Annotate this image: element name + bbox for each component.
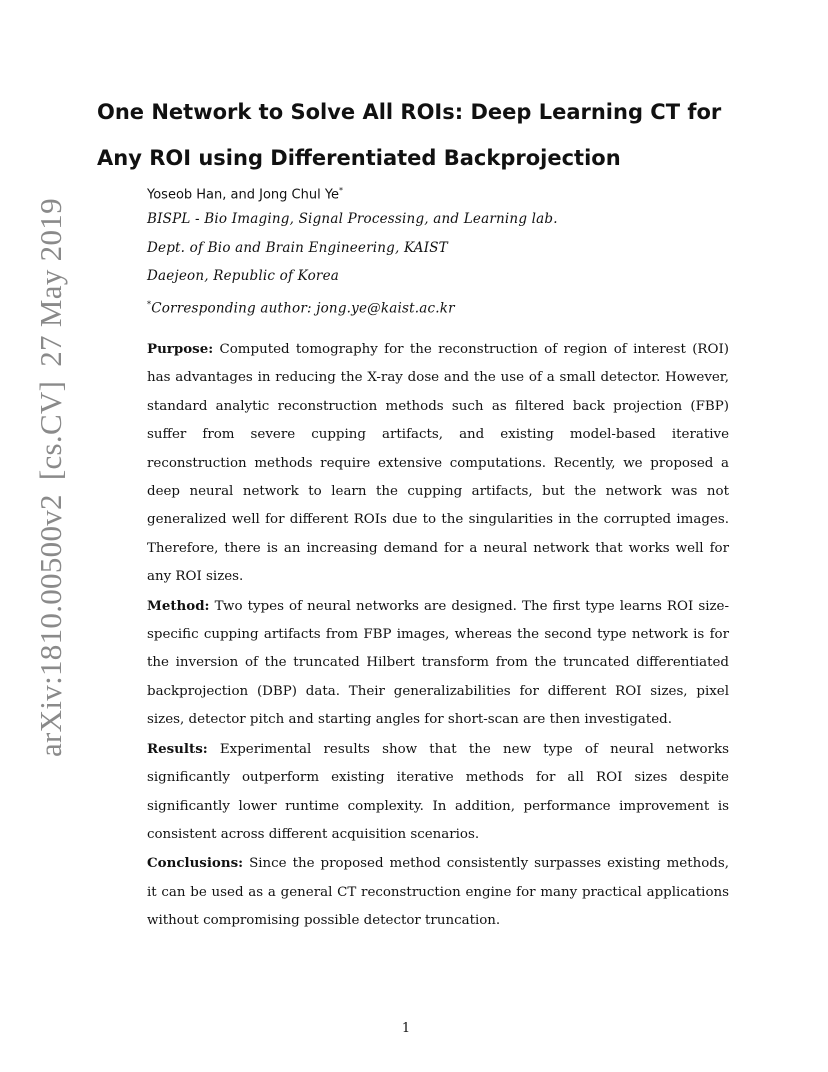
paper-title-line-1: One Network to Solve All ROIs: Deep Learning CT for <box>97 100 722 124</box>
corresponding-note-text: Corresponding author: jong.ye@kaist.ac.kr <box>151 300 455 317</box>
affiliation-location: Daejeon, Republic of Korea <box>147 268 340 284</box>
paper-title-line-2: Any ROI using Differentiated Backprojection <box>97 146 621 170</box>
abstract-method <box>147 592 729 735</box>
results-label: Results: <box>147 740 208 757</box>
conclusions-label: Conclusions: <box>147 855 244 872</box>
arxiv-date: 27 May 2019 <box>33 198 68 367</box>
paper-title <box>97 89 737 181</box>
abstract-conclusions <box>147 849 729 935</box>
corresponding-author-marker: * <box>339 186 344 195</box>
abstract-purpose <box>147 335 729 592</box>
method-label: Method: <box>147 597 210 614</box>
abstract <box>147 335 729 936</box>
corresponding-author-note <box>147 295 455 319</box>
results-text: Experimental results show that the new type of neural networks significantly outperform existing iterative methods for all ROI sizes despite significantly lower runtime complexity. In addition, performance improvement is consistent across different acquisition scenarios. <box>147 741 729 842</box>
corresponding-note-marker: * <box>147 300 152 309</box>
method-text: Two types of neural networks are designed. The first type learns ROI size-specific cupping artifacts from FBP images, whereas the second type network is for the inversion of the truncated Hilbert transform from the truncated differentiated backprojection (DBP) data. Their generalizabilities for different ROI sizes, pixel sizes, detector pitch and starting angles for short-scan are then investigated. <box>147 598 729 728</box>
author-list <box>147 181 343 205</box>
authors-text: Yoseob Han, and Jong Chul Ye <box>147 187 340 203</box>
arxiv-id: arXiv:1810.00500v2 <box>33 494 68 757</box>
purpose-label: Purpose: <box>147 341 214 357</box>
purpose-text: Computed tomography for the reconstruction of region of interest (ROI) has advantages in reducing the X-ray dose and the use of a small detector. However, standard analytic reconstruction methods such as filtered back projection (FBP) suffer from severe cupping artifacts, and existing model-based iterative reconstruction methods require extensive computations. Recently, we proposed a deep neural network to learn the cupping artifacts, but the network was not generalized well for different ROIs due to the singularities in the corrupted images. Therefore, there is an increasing demand for a neural network that works well for any ROI sizes. <box>147 342 729 585</box>
page-number: 1 <box>401 1021 411 1036</box>
arxiv-identifier-stamp <box>35 184 66 757</box>
arxiv-category: [cs.CV] <box>33 380 68 481</box>
affiliation-department: Dept. of Bio and Brain Engineering, KAIST <box>147 240 448 256</box>
affiliation-lab: BISPL - Bio Imaging, Signal Processing, and Learning lab. <box>147 211 558 227</box>
conclusions-text: Since the proposed method consistently surpasses existing methods, it can be used as a general CT reconstruction engine for many practical applications without compromising possible detector truncation. <box>147 856 729 929</box>
abstract-results <box>147 735 729 850</box>
